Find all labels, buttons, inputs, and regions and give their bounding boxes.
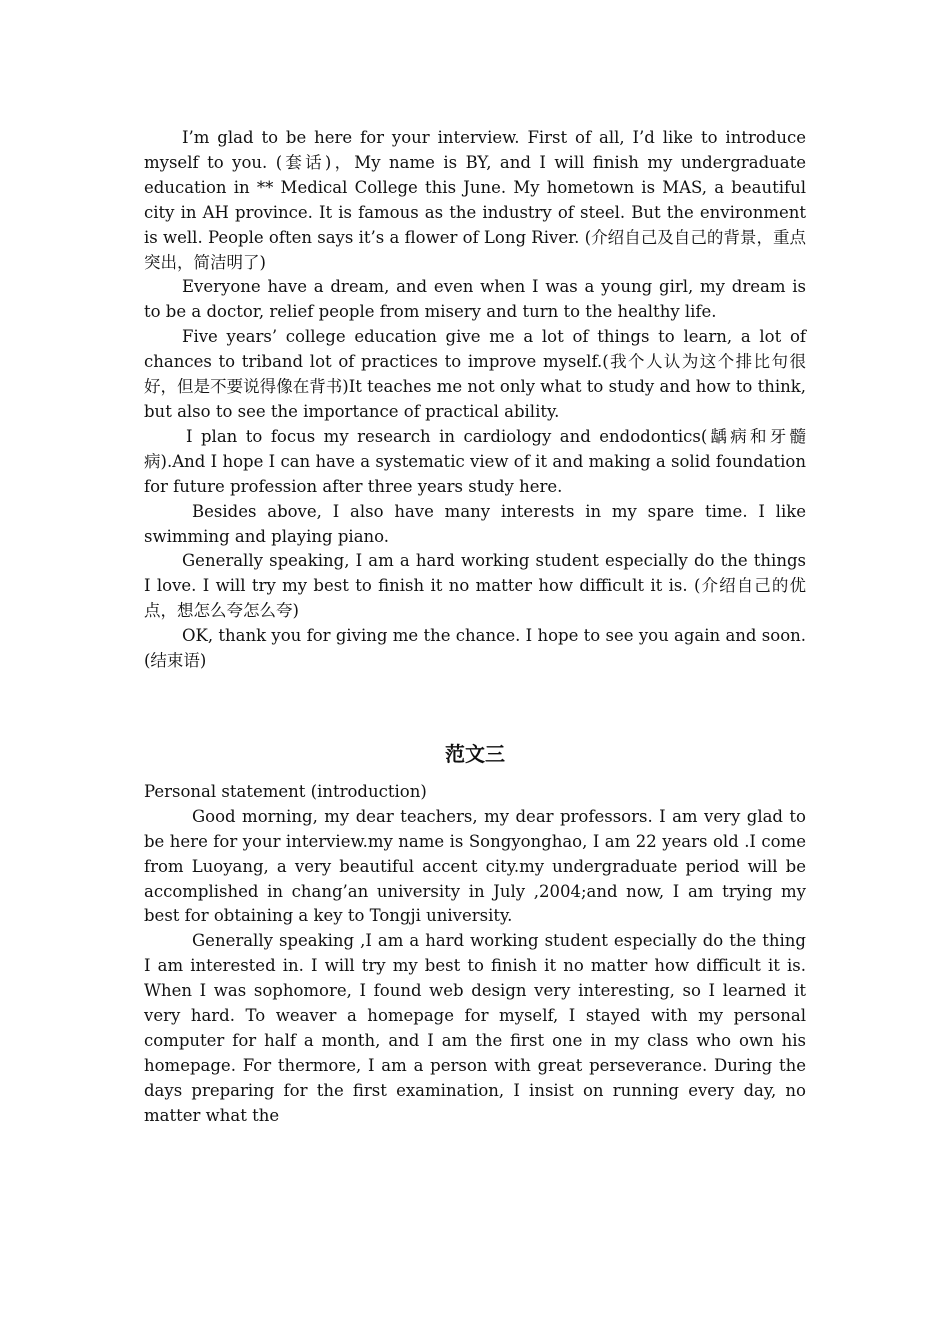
paragraph-interests: Besides above, I also have many interests in my spare time. I like swimming and playing piano.	[144, 501, 806, 546]
paragraph-dream: Everyone have a dream, and even when I was a young girl, my dream is to be a doctor, relief people from misery and turn to the healthy life.	[144, 277, 806, 322]
section-subtitle: Personal statement (introduction)	[144, 781, 427, 801]
paragraph-strengths: Generally speaking, I am a hard working student especially do the things I love. I will try my best to finish it no matter how difficult it is. (介绍自己的优点，想怎么夸怎么夸)	[144, 551, 806, 621]
document-page	[144, 126, 806, 1129]
section-heading: 范文三	[445, 741, 505, 766]
paragraph-closing: OK, thank you for giving me the chance. I hope to see you again and soon. (结束语)	[144, 626, 806, 671]
paragraph-hard-working: Generally speaking ,I am a hard working student especially do the thing I am interested in. I will try my best to finish it no matter how difficult it is. When I was sophomore, I found web design very interesting, so I learned it very hard. To weaver a homepage for myself, I stayed with my personal computer for half a month, and I am the first one in my class who own his homepage. For thermore, I am a person with great perseverance. During the days preparing for the first examination, I insist on running every day, no matter what the	[144, 931, 806, 1125]
paragraph-research-plan: I plan to focus my research in cardiology and endodontics(龋病和牙髓病).And I hope I can have a systematic view of it and making a solid foundation for future profession after three years study here.	[144, 426, 806, 496]
paragraph-interview-intro: I’m glad to be here for your interview. First of all, I’d like to introduce myself to you. (套话)，My name is BY, and I will finish my undergraduate education in ** Medical College this June. My hometown is MAS, a beautiful city in AH province. It is famous as the industry of steel. But the environment is well. People often says it’s a flower of Long River. (介绍自己及自己的背景，重点突出，简洁明了)	[144, 128, 806, 272]
paragraph-greeting: Good morning, my dear teachers, my dear professors. I am very glad to be here for your interview.my name is Songyonghao, I am 22 years old .I come from Luoyang, a very beautiful accent city.my undergraduate period will be accomplished in chang’an university in July ,2004;and now, I am trying my best for obtaining a key to Tongji university.	[144, 806, 806, 926]
paragraph-college-education: Five years’ college education give me a lot of things to learn, a lot of chances to triband lot of practices to improve myself.(我个人认为这个排比句很好，但是不要说得像在背书)It teaches me not only what to study and how to think, but also to see the importance of practical ability.	[144, 327, 806, 421]
